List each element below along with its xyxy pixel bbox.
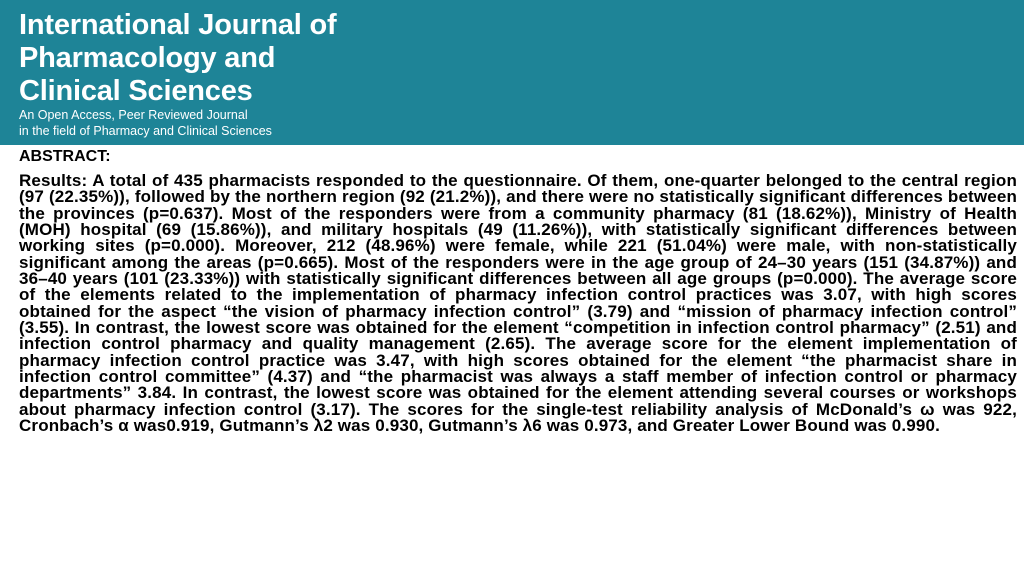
journal-title (19, 9, 336, 108)
journal-tagline-line-2: in the field of Pharmacy and Clinical Sciences (19, 124, 272, 138)
abstract-section (19, 146, 1017, 435)
journal-tagline (19, 107, 272, 139)
results-label: Results: (19, 171, 88, 190)
abstract-heading: ABSTRACT: (19, 148, 111, 165)
journal-title-line-3: Clinical Sciences (19, 75, 253, 107)
journal-tagline-line-1: An Open Access, Peer Reviewed Journal (19, 108, 248, 122)
journal-header-banner (0, 0, 1024, 145)
abstract-results-paragraph (19, 173, 1017, 435)
journal-title-line-2: Pharmacology and (19, 42, 276, 74)
journal-title-line-1: International Journal of (19, 9, 337, 41)
results-text: A total of 435 pharmacists responded to the questionnaire. Of them, one-quarter belonged to the central region (97 (22.35%)), followed by the northern region (92 (21.2%)), and there were no statistically significant differences between the provinces (p=0.637). Most of the responders were from a community pharmacy (81 (18.62%)), Ministry of Health (MOH) hospital (69 (15.86%)), and military hospitals (49 (11.26%)), with statistically significant differences between working sites (p=0.000). Moreover, 212 (48.96%) were female, while 221 (51.04%) were male, with non-statistically significant among the areas (p=0.665). Most of the responders were in the age group of 24–30 years (151 (34.87%)) and 36–40 years (101 (23.33%)) with statistically significant differences between all age groups (p=0.000). The average score of the elements related to the implementation of pharmacy infection control practices was 3.07, with high scores obtained for the aspect “the vision of pharmacy infection control” (3.79) and “mission of pharmacy infection control” (3.55). In contrast, the lowest score was obtained for the element “competition in infection control pharmacy” (2.51) and infection control pharmacy and quality management (2.65). The average score for the element implementation of pharmacy infection control practice was 3.47, with high scores obtained for the element “the pharmacist share in infection control committee” (4.37) and “the pharmacist was always a staff member of infection control or pharmacy departments” 3.84. In contrast, the lowest score was obtained for the element attending several courses or workshops about pharmacy infection control (3.17). The scores for the single-test reliability analysis of McDonald’s ω was 922, Cronbach’s α was0.919, Gutmann’s λ2 was 0.930, Gutmann’s λ6 was 0.973, and Greater Lower Bound was 0.990. (19, 171, 1017, 436)
